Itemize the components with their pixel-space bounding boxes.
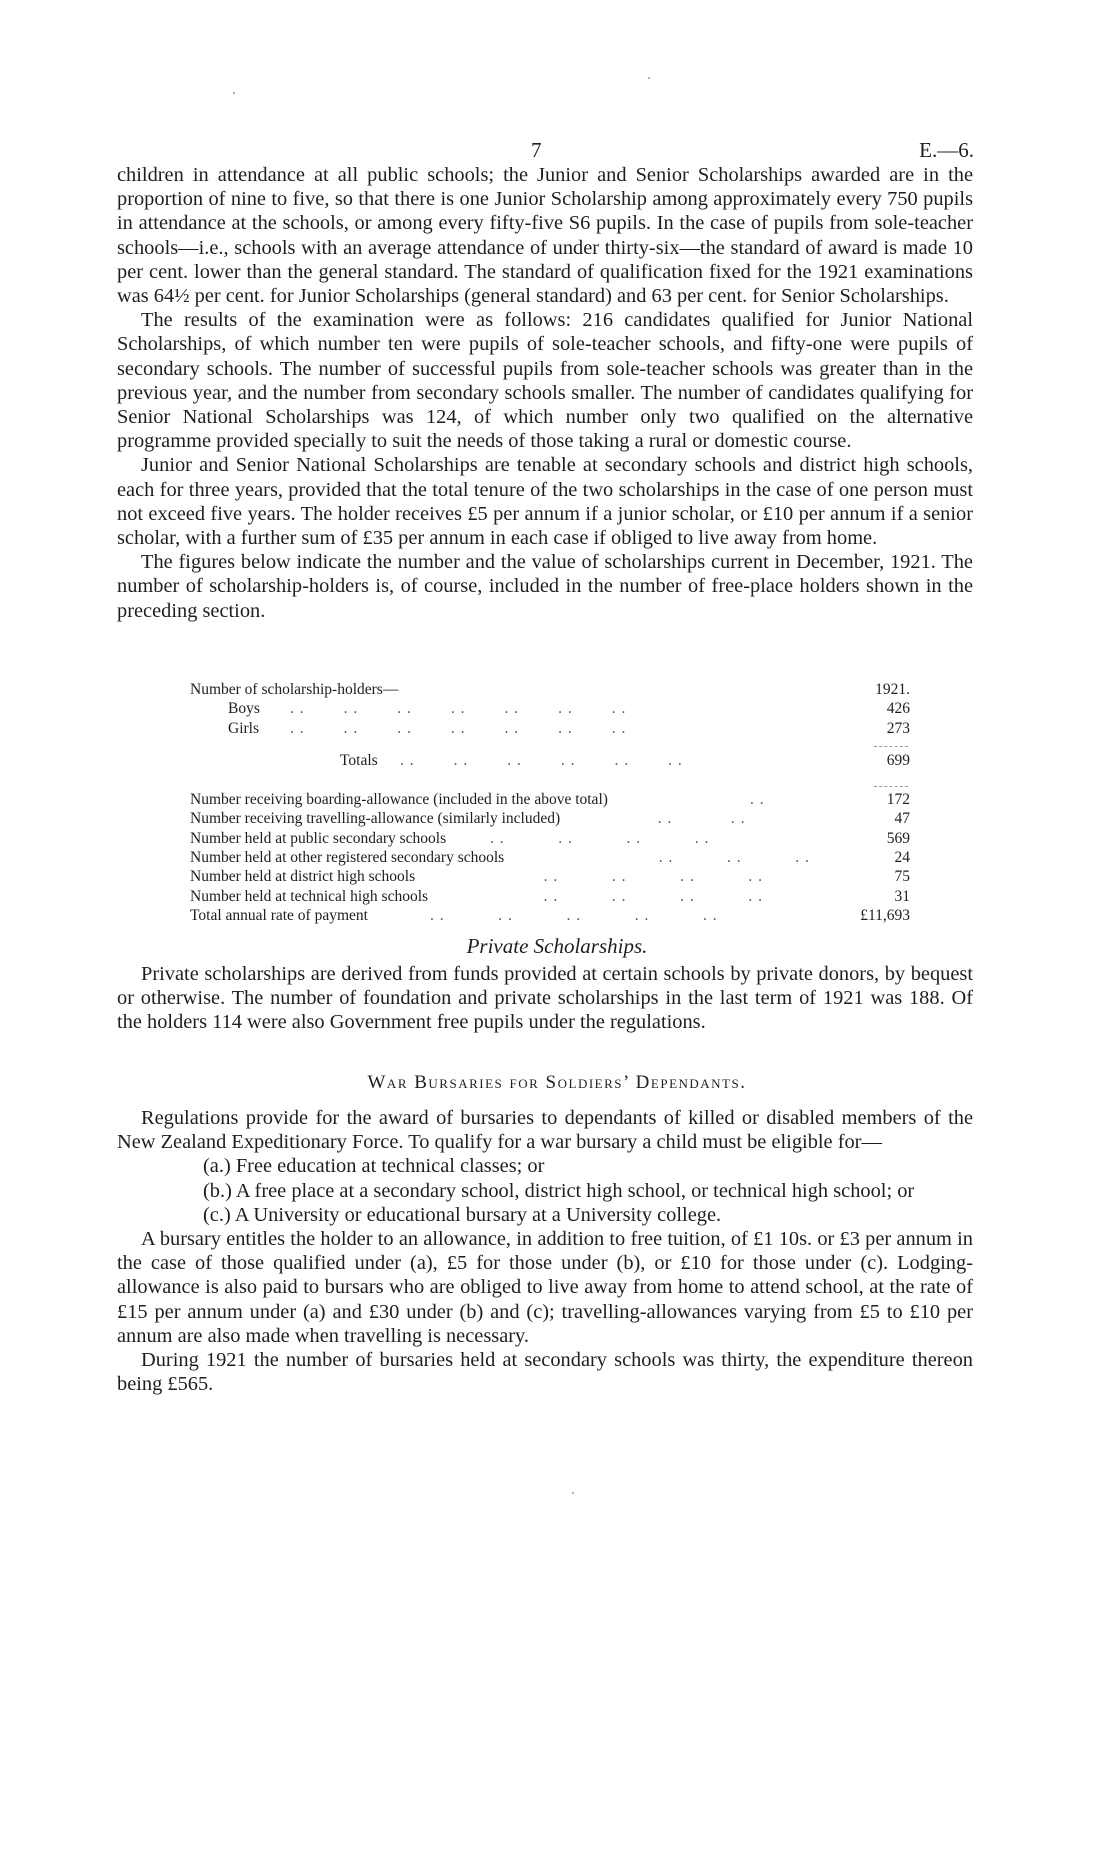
row-value: 172: [883, 790, 910, 809]
dot-leader: . . . . . . . . . . . . . .: [290, 719, 627, 737]
paragraph-results: The results of the examination were as follows: 216 candidates qualified for Junior National Scholarships, of which number ten were pupils of sole-teacher schools, and fifty-one were pupils of secondary schools. The number of successful pupils from sole-teacher schools was greater than in the previous year, and the number from secondary schools smaller. The number of candidates qualifying for Senior National Scholarships was 124, of which number only two qualified on the alternative programme provided specially to suit the needs of those taking a rural or domestic course.: [117, 309, 973, 453]
dot-leader: . . . .: [570, 810, 746, 828]
table-row: [190, 848, 910, 867]
table-row: [190, 809, 910, 828]
girls-label: Girls: [228, 719, 263, 738]
row-value: £11,693: [856, 906, 910, 925]
row-value: 31: [891, 887, 911, 906]
row-value: 75: [891, 867, 911, 886]
row-label: Number receiving travelling-allowance (similarly included): [190, 809, 564, 828]
table-row: [190, 906, 910, 925]
boys-value: 426: [883, 699, 910, 718]
scan-speck: [572, 1492, 574, 1494]
row-label: Number held at district high schools: [190, 867, 419, 886]
dot-leader: . . . . . .: [610, 849, 810, 867]
row-value: 47: [891, 809, 911, 828]
paragraph-figures-intro: The figures below indicate the number and the value of scholarships current in December, 1921. The number of scholarship-holders is, of course, included in the number of free-place holders shown in the preceding section.: [117, 551, 973, 622]
row-value: 24: [891, 848, 911, 867]
private-scholarships-heading: Private Scholarships.: [466, 934, 648, 958]
row-label: Number held at public secondary schools: [190, 829, 450, 848]
paragraph-allowances: A bursary entitles the holder to an allowance, in addition to free tuition, of £1 10s. or £3 per annum in the case of those qualified under (a), £5 for those under (b), or £10 for those under (c). Lodging-allowance is also paid to bursars who are obliged to live away from home to attend school, at the rate of £15 per annum under (a) and £30 under (b) and (c); travelling-allowances varying from £5 to £10 per annum are also made when travelling is necessary.: [117, 1228, 973, 1347]
paragraph-standards: children in attendance at all public schools; the Junior and Senior Scholarships awarded are in the proportion of nine to five, so that there is one Junior Scholarship among approximately every 750 pupils in attendance at the schools, or among every fifty-five S6 pupils. In the case of pupils from sole-teacher schools—i.e., schools with an average attendance of under thirty-six—the standard of award is made 10 per cent. lower than the general standard. The standard of qualification fixed for the 1921 examinations was 64½ per cent. for Junior Scholarships (general standard) and 63 per cent. for Senior Scholarships.: [117, 164, 973, 308]
scan-speck: [233, 92, 235, 94]
table-heading-label: Number of scholarship-holders—: [190, 680, 402, 699]
dot-leader: . .: [750, 791, 765, 809]
dot-leader: . . . . . . . . . .: [430, 906, 718, 924]
girls-value: 273: [883, 719, 910, 738]
paragraph-tenure: Junior and Senior National Scholarships are tenable at secondary schools and district high schools, each for three years, provided that the total tenure of the two scholarships in the case of one person must not exceed five years. The holder receives £5 per annum if a junior scholar, or £10 per annum if a senior scholar, with a further sum of £35 per annum in each case if obliged to live away from home.: [117, 454, 973, 550]
table-heading-row: [190, 680, 910, 699]
row-label: Total annual rate of payment: [190, 906, 372, 925]
dot-leader: . . . . . . . . . . . .: [400, 751, 683, 769]
row-label: Number held at technical high schools: [190, 887, 432, 906]
table-row: [190, 887, 910, 906]
list-item: (b.) A free place at a secondary school, district high school, or technical high school; or: [203, 1179, 915, 1202]
table-row: [190, 699, 910, 718]
dot-leader: . . . . . . . .: [490, 829, 710, 847]
dot-leader: . . . . . . . . . . . . . .: [290, 700, 627, 718]
table-spacer: [190, 770, 910, 790]
table-year: 1921.: [871, 680, 910, 699]
dot-leader: . . . . . . . .: [490, 868, 763, 886]
row-label: Number held at other registered secondary schools: [190, 848, 508, 867]
total-rule: [874, 786, 908, 787]
totals-value: 699: [883, 751, 910, 770]
totals-label: Totals: [340, 751, 382, 770]
table-row: [190, 829, 910, 848]
table-row: [190, 867, 910, 886]
war-bursaries-heading: War Bursaries for Soldiers’ Dependants.: [367, 1072, 747, 1093]
scholarships-section: [117, 163, 973, 623]
totals-row: [190, 751, 910, 770]
paragraph-private: Private scholarships are derived from funds provided at certain schools by private donors, by bequest or otherwise. The number of foundation and private scholarships in the last term of 1921 was 188. Of the holders 114 were also Government free pupils under the regulations.: [117, 963, 973, 1034]
private-scholarships-section: [117, 962, 973, 1035]
war-bursaries-section: [117, 1106, 973, 1396]
dot-leader: . . . . . . . .: [490, 887, 763, 905]
paragraph-regulations: Regulations provide for the award of bursaries to dependants of killed or disabled members of the New Zealand Expeditionary Force. To qualify for a war bursary a child must be eligible for—: [117, 1107, 973, 1154]
scholarship-table: [190, 680, 910, 925]
boys-label: Boys: [228, 699, 264, 718]
table-row: [190, 790, 910, 809]
scan-speck: [648, 77, 650, 79]
list-item: (c.) A University or educational bursary at a University college.: [203, 1203, 722, 1226]
subtotal-rule: [874, 746, 908, 747]
row-value: 569: [883, 829, 910, 848]
row-label: Number receiving boarding-allowance (included in the above total): [190, 790, 612, 809]
document-reference: E.—6.: [919, 138, 974, 162]
page-number: 7: [531, 138, 542, 162]
paragraph-expenditure: During 1921 the number of bursaries held at secondary schools was thirty, the expenditure thereon being £565.: [117, 1349, 973, 1396]
list-item: (a.) Free education at technical classes; or: [203, 1155, 545, 1178]
table-row: [190, 719, 910, 738]
eligibility-list: [117, 1154, 973, 1227]
